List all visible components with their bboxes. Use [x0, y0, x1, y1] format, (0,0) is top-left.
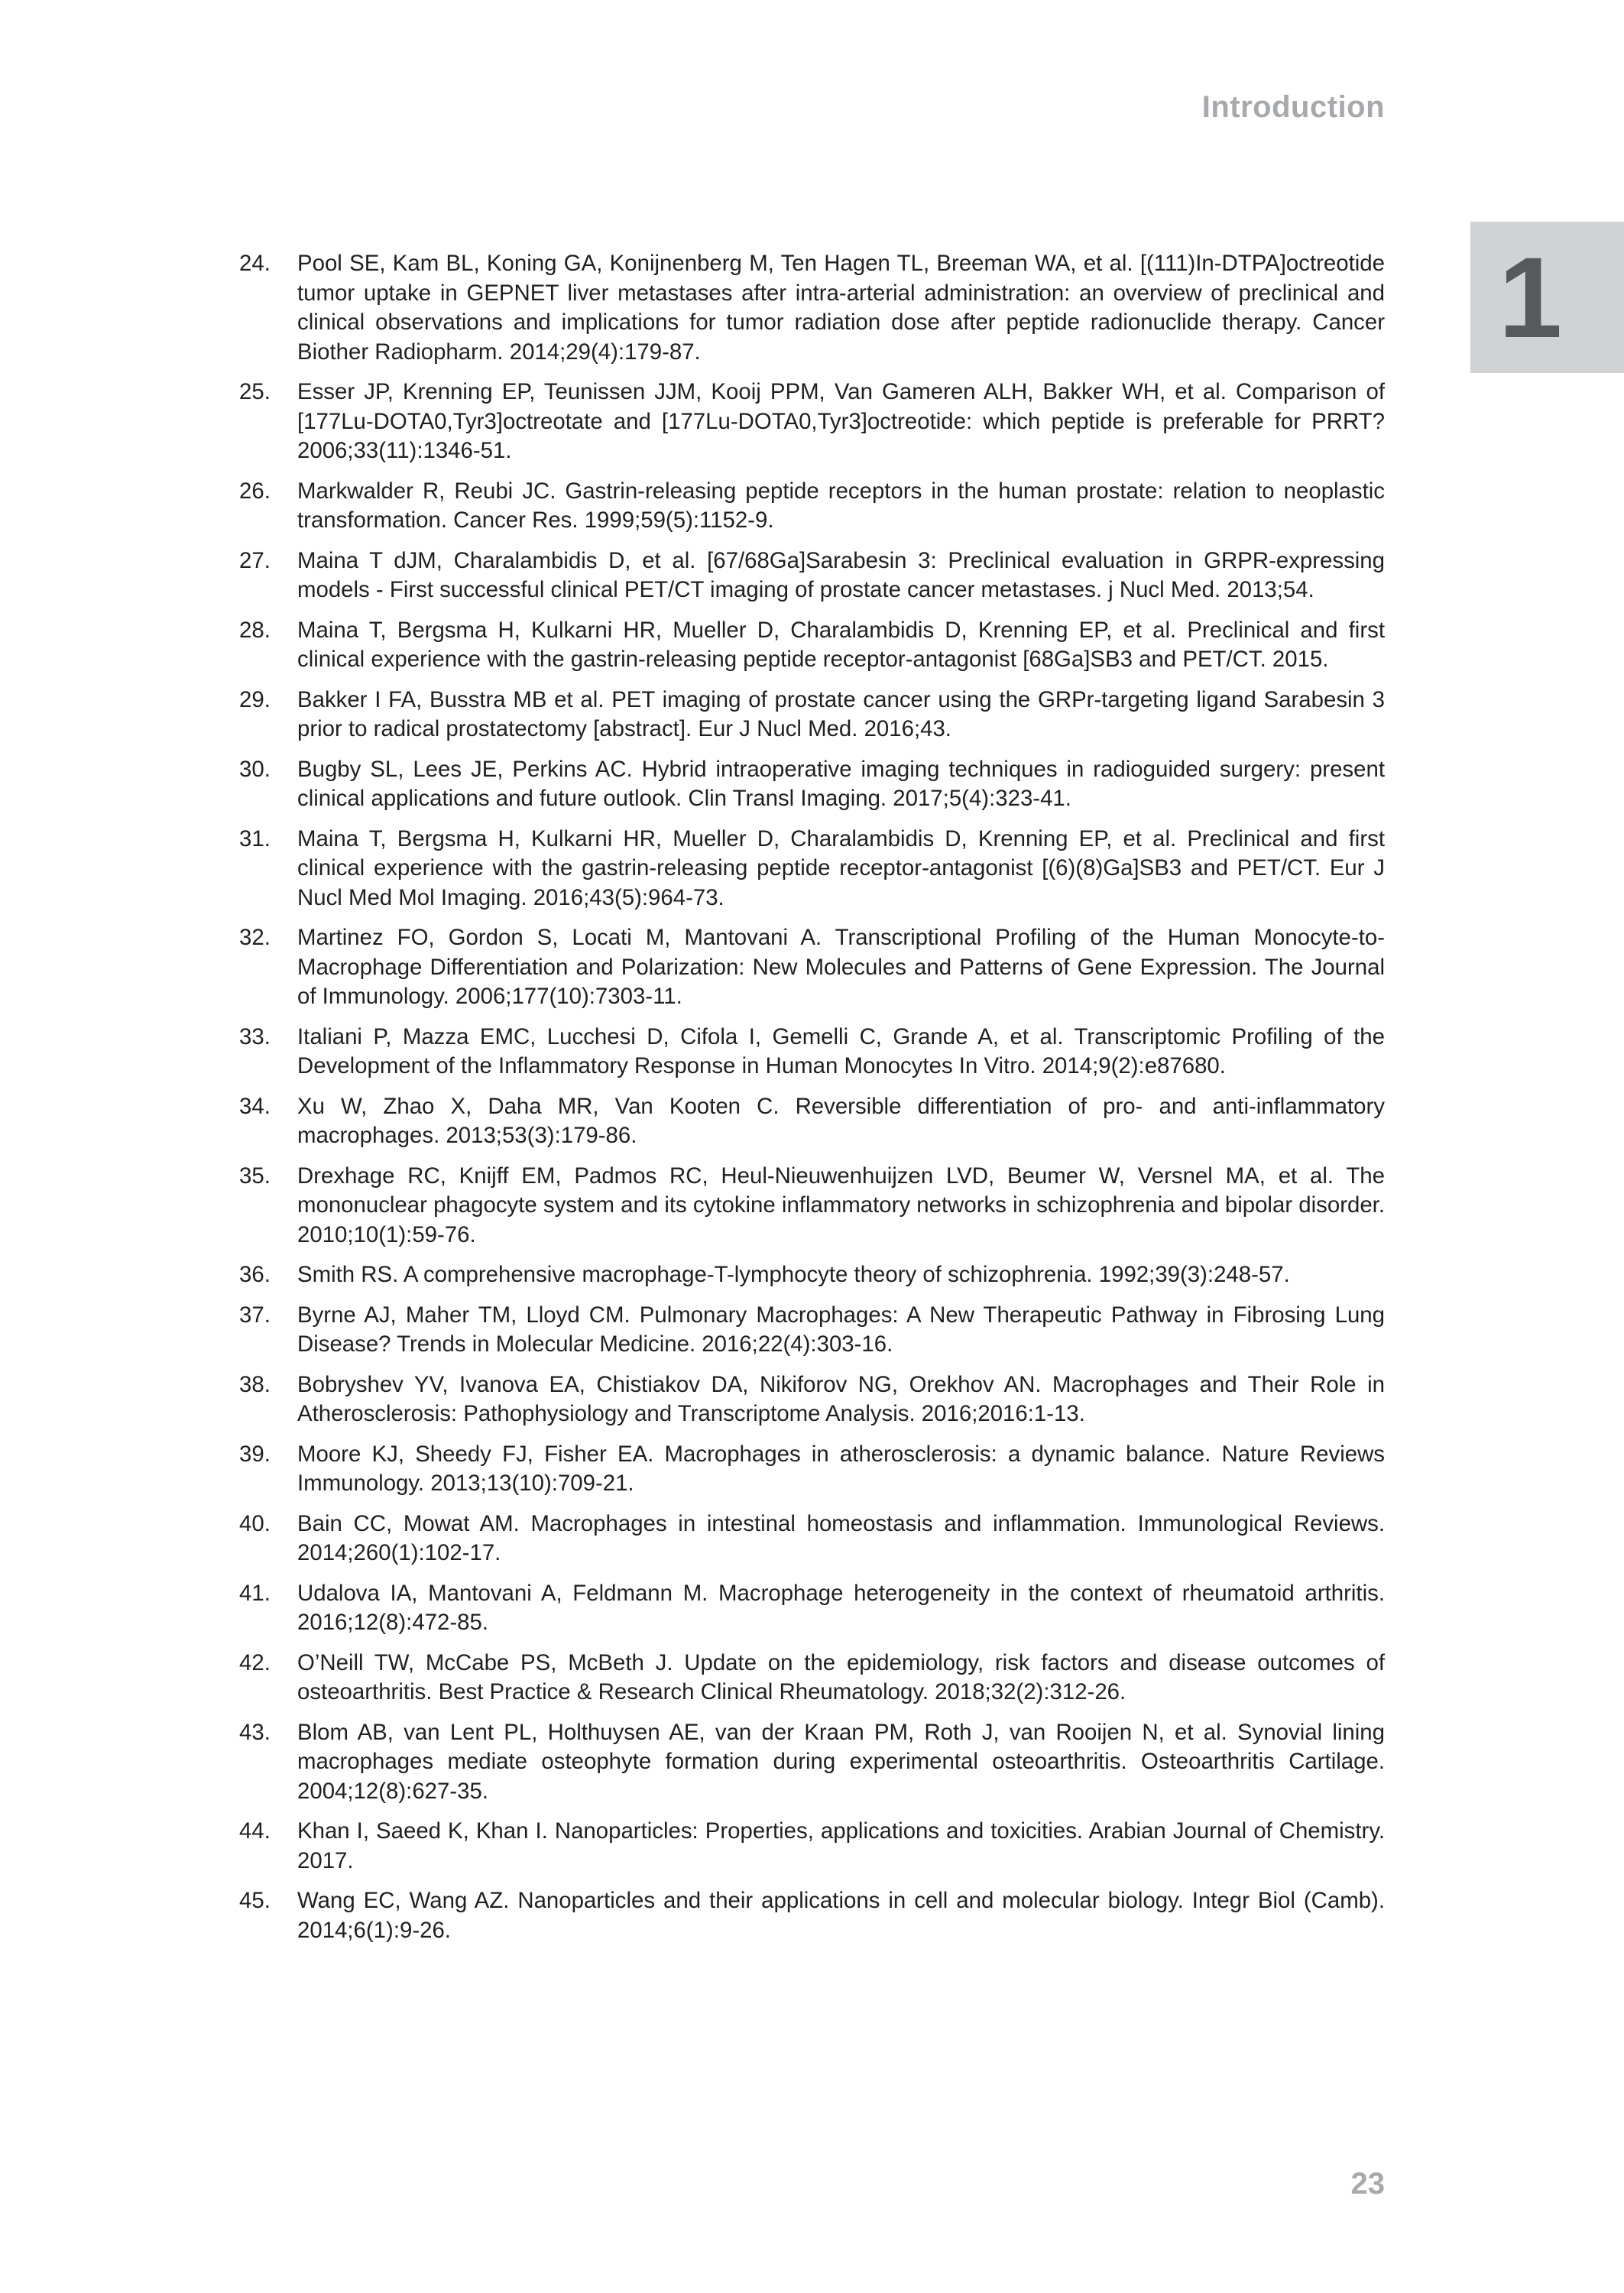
reference-text: Drexhage RC, Knijff EM, Padmos RC, Heul-Nieuwenhuijzen LVD, Beumer W, Versnel MA, et al. The mononuclear phagocyte system and its cytokine inflammatory networks in schizophrenia and bipolar disorder. 2010;10(1):59-76. [297, 1163, 1385, 1247]
reference-item [239, 1023, 1385, 1082]
reference-number: 30. [239, 756, 271, 782]
reference-text: Blom AB, van Lent PL, Holthuysen AE, van der Kraan PM, Roth J, van Rooijen N, et al. Synovial lining macrophages mediate osteophyte formation during experimental osteoarthritis. Osteoarthritis Cartilage. 2004;12(8):627-35. [297, 1719, 1385, 1804]
reference-number: 40. [239, 1510, 271, 1536]
reference-item [239, 1649, 1385, 1708]
reference-item [239, 616, 1385, 675]
page-number: 23 [1350, 2167, 1385, 2201]
reference-number: 35. [239, 1163, 271, 1189]
reference-item [239, 1370, 1385, 1429]
reference-text: Byrne AJ, Maher TM, Lloyd CM. Pulmonary Macrophages: A New Therapeutic Pathway in Fibrosing Lung Disease? Trends in Molecular Medicine. 2016;22(4):303-16. [297, 1302, 1385, 1357]
reference-item [239, 1162, 1385, 1250]
reference-text: Maina T, Bergsma H, Kulkarni HR, Mueller D, Charalambidis D, Krenning EP, et al. Preclinical and first clinical experience with the gastrin-releasing peptide receptor-antagonist [(6)(8)Ga]SB3 and PET/CT. Eur J Nucl Med Mol Imaging. 2016;43(5):964-73. [297, 825, 1385, 910]
reference-text: Smith RS. A comprehensive macrophage-T-lymphocyte theory of schizophrenia. 1992;39(3):248-57. [297, 1262, 1290, 1287]
reference-number: 44. [239, 1818, 271, 1844]
reference-number: 24. [239, 251, 271, 276]
running-header: Introduction [1201, 90, 1385, 124]
reference-number: 25. [239, 379, 271, 404]
reference-text: Moore KJ, Sheedy FJ, Fisher EA. Macrophages in atherosclerosis: a dynamic balance. Nature Reviews Immunology. 2013;13(10):709-21. [297, 1441, 1385, 1496]
reference-text: Xu W, Zhao X, Daha MR, Van Kooten C. Reversible differentiation of pro- and anti-inflammatory macrophages. 2013;53(3):179-86. [297, 1093, 1385, 1148]
reference-number: 41. [239, 1580, 271, 1606]
reference-number: 28. [239, 617, 271, 643]
chapter-number: 1 [1498, 233, 1563, 362]
reference-item [239, 1886, 1385, 1945]
reference-text: Bakker I FA, Busstra MB et al. PET imaging of prostate cancer using the GRPr-targeting ligand Sarabesin 3 prior to radical prostatectomy [abstract]. Eur J Nucl Med. 2016;43. [297, 686, 1385, 741]
reference-item [239, 1092, 1385, 1151]
reference-item [239, 1817, 1385, 1876]
reference-number: 31. [239, 825, 271, 851]
reference-text: Bain CC, Mowat AM. Macrophages in intestinal homeostasis and inflammation. Immunological Reviews. 2014;260(1):102-17. [297, 1510, 1385, 1565]
reference-item [239, 923, 1385, 1012]
reference-number: 32. [239, 925, 271, 950]
reference-number: 26. [239, 478, 271, 504]
reference-item [239, 1510, 1385, 1568]
reference-item [239, 1579, 1385, 1638]
reference-text: Martinez FO, Gordon S, Locati M, Mantovani A. Transcriptional Profiling of the Human Monocyte-to-Macrophage Differentiation and Polarization: New Molecules and Patterns of Gene Expression. The Journal of Immunology. 2006;177(10):7303-11. [297, 925, 1385, 1009]
reference-number: 43. [239, 1719, 271, 1745]
reference-text: Bobryshev YV, Ivanova EA, Chistiakov DA, Nikiforov NG, Orekhov AN. Macrophages and Their Role in Atherosclerosis: Pathophysiology and Transcriptome Analysis. 2016;2016:1-13. [297, 1371, 1385, 1426]
reference-item [239, 755, 1385, 814]
reference-text: O’Neill TW, McCabe PS, McBeth J. Update on the epidemiology, risk factors and disease outcomes of osteoarthritis. Best Practice & Research Clinical Rheumatology. 2018;32(2):312-26. [297, 1649, 1385, 1704]
reference-text: Bugby SL, Lees JE, Perkins AC. Hybrid intraoperative imaging techniques in radioguided surgery: present clinical applications and future outlook. Clin Transl Imaging. 2017;5(4):323-41. [297, 756, 1385, 811]
reference-number: 45. [239, 1888, 271, 1913]
reference-item [239, 1301, 1385, 1360]
reference-item [239, 1718, 1385, 1807]
reference-number: 42. [239, 1649, 271, 1675]
reference-item [239, 378, 1385, 466]
reference-text: Esser JP, Krenning EP, Teunissen JJM, Kooij PPM, Van Gameren ALH, Bakker WH, et al. Comparison of [177Lu-DOTA0,Tyr3]octreotate and [177Lu-DOTA0,Tyr3]octreotide: which peptide is preferable for PRRT? 2006;33(11):1346-51. [297, 379, 1385, 463]
reference-item [239, 686, 1385, 744]
reference-number: 37. [239, 1302, 271, 1328]
reference-list [239, 249, 1385, 1956]
reference-item [239, 477, 1385, 536]
reference-number: 38. [239, 1371, 271, 1397]
reference-number: 33. [239, 1023, 271, 1049]
reference-text: Maina T, Bergsma H, Kulkarni HR, Mueller D, Charalambidis D, Krenning EP, et al. Preclinical and first clinical experience with the gastrin-releasing peptide receptor-antagonist [68Ga]SB3 and PET/CT. 2015. [297, 617, 1385, 672]
reference-item [239, 546, 1385, 605]
reference-text: Maina T dJM, Charalambidis D, et al. [67/68Ga]Sarabesin 3: Preclinical evaluation in GRPR-expressing models - First successful clinical PET/CT imaging of prostate cancer metastases. j Nucl Med. 2013;54. [297, 547, 1385, 602]
reference-text: Wang EC, Wang AZ. Nanoparticles and their applications in cell and molecular biology. Integr Biol (Camb). 2014;6(1):9-26. [297, 1888, 1385, 1943]
reference-text: Italiani P, Mazza EMC, Lucchesi D, Cifola I, Gemelli C, Grande A, et al. Transcriptomic Profiling of the Development of the Inflammatory Response in Human Monocytes In Vitro. 2014;9(2):e87680. [297, 1023, 1385, 1078]
chapter-tab [1470, 222, 1624, 373]
reference-number: 39. [239, 1441, 271, 1467]
reference-item [239, 249, 1385, 367]
reference-item [239, 1440, 1385, 1499]
reference-item [239, 1260, 1385, 1290]
reference-number: 29. [239, 686, 271, 712]
reference-text: Khan I, Saeed K, Khan I. Nanoparticles: Properties, applications and toxicities. Arabian Journal of Chemistry. 2017. [297, 1818, 1385, 1873]
reference-text: Udalova IA, Mantovani A, Feldmann M. Macrophage heterogeneity in the context of rheumatoid arthritis. 2016;12(8):472-85. [297, 1580, 1385, 1635]
reference-text: Pool SE, Kam BL, Koning GA, Konijnenberg M, Ten Hagen TL, Breeman WA, et al. [(111)In-DTPA]octreotide tumor uptake in GEPNET liver metastases after intra-arterial administration: an overview of preclinical and clinical observations and implications for tumor radiation dose after peptide radionuclide therapy. Cancer Biother Radiopharm. 2014;29(4):179-87. [297, 251, 1385, 365]
reference-item [239, 825, 1385, 913]
reference-text: Markwalder R, Reubi JC. Gastrin-releasing peptide receptors in the human prostate: relation to neoplastic transformation. Cancer Res. 1999;59(5):1152-9. [297, 478, 1385, 533]
reference-number: 36. [239, 1262, 271, 1287]
reference-number: 34. [239, 1093, 271, 1119]
reference-number: 27. [239, 547, 271, 573]
